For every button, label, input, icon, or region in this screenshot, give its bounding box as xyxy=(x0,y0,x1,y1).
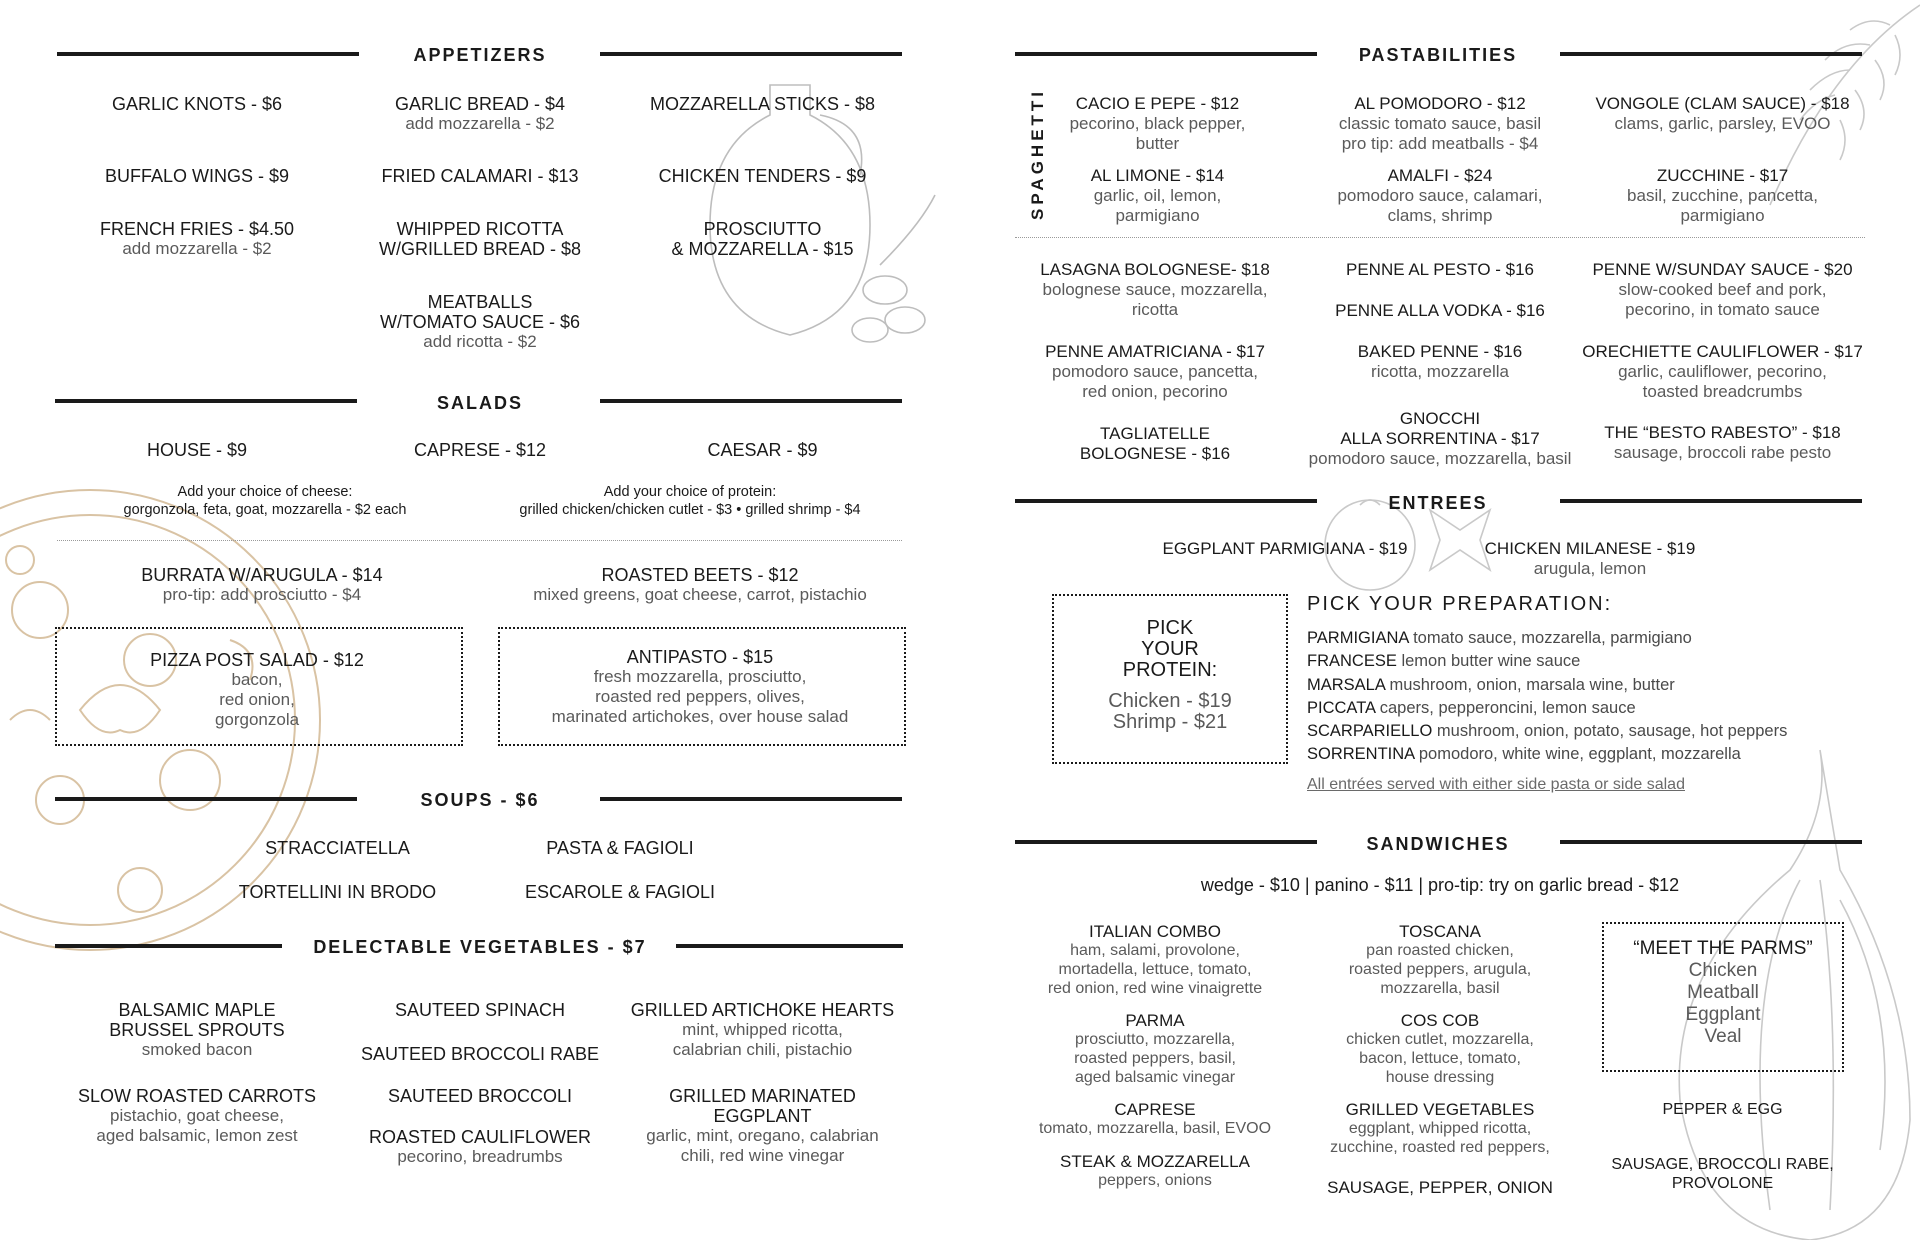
menu-item: FRENCH FRIES - $4.50 add mozzarella - $2 xyxy=(99,219,295,258)
menu-item: THE “BESTO RABESTO” - $18 sausage, broccoli rabe pesto xyxy=(1604,423,1841,462)
menu-item: ITALIAN COMBO ham, salami, provolone, mortadella, lettuce, tomato, red onion, red wine vinaigrette xyxy=(1047,922,1263,997)
menu-item: CHICKEN MILANESE - $19 arugula, lemon xyxy=(1484,539,1696,578)
menu-item: MOZZARELLA STICKS - $8 xyxy=(649,94,876,114)
menu-item: PIZZA POST SALAD - $12 bacon, red onion, gorgonzola xyxy=(150,650,364,729)
protein-note: Add your choice of protein: grilled chicken/chicken cutlet - $3 • grilled shrimp - $4 xyxy=(519,484,861,518)
menu-item: PENNE ALLA VODKA - $16 xyxy=(1335,301,1545,320)
menu-item: AMALFI - $24 pomodoro sauce, calamari, clams, shrimp xyxy=(1337,166,1543,225)
menu-item: CAESAR - $9 xyxy=(707,440,818,460)
menu-item: ROASTED CAULIFLOWER pecorino, breadrumbs xyxy=(368,1127,592,1166)
menu-item: PENNE W/SUNDAY SAUCE - $20 slow-cooked beef and pork, pecorino, in tomato sauce xyxy=(1592,260,1853,319)
divider xyxy=(57,540,902,541)
menu-item: GARLIC KNOTS - $6 xyxy=(111,94,283,114)
preparation-item: SCARPARIELLO mushroom, onion, potato, sausage, hot peppers xyxy=(1307,722,1788,740)
vegetables-heading: DELECTABLE VEGETABLES - $7 xyxy=(313,937,647,957)
sandwich-pricing: wedge - $10 | panino - $11 | pro-tip: try on garlic bread - $12 xyxy=(1200,875,1680,895)
menu-item: MEATBALLS W/TOMATO SAUCE - $6 add ricotta - $2 xyxy=(379,292,581,351)
menu-item: COS COB chicken cutlet, mozzarella, bacon, lettuce, tomato, house dressing xyxy=(1346,1011,1534,1086)
preparation-item: MARSALA mushroom, onion, marsala wine, butter xyxy=(1307,676,1675,694)
menu-item: ZUCCHINE - $17 basil, zucchine, pancetta, parmigiano xyxy=(1627,166,1818,225)
menu-item: TAGLIATELLE BOLOGNESE - $16 xyxy=(1079,424,1231,463)
menu-item: GRILLED MARINATED EGGPLANT garlic, mint, oregano, calabrian chili, red wine vinegar xyxy=(646,1086,879,1165)
menu-item: GNOCCHI ALLA SORRENTINA - $17 pomodoro sauce, mozzarella, basil xyxy=(1308,409,1572,468)
menu-item: ORECHIETTE CAULIFLOWER - $17 garlic, cauliflower, pecorino, toasted breadcrumbs xyxy=(1582,342,1863,401)
menu-item: ESCAROLE & FAGIOLI xyxy=(524,882,716,902)
salads-heading: SALADS xyxy=(436,393,523,413)
menu-item: CAPRESE tomato, mozzarella, basil, EVOO xyxy=(1038,1100,1272,1137)
menu-item: PARMA prosciutto, mozzarella, roasted peppers, basil, aged balsamic vinegar xyxy=(1074,1011,1236,1086)
menu-item: AL LIMONE - $14 garlic, oil, lemon, parmigiano xyxy=(1090,166,1225,225)
appetizers-heading: APPETIZERS xyxy=(413,45,547,65)
oil-bottle-sketch-icon xyxy=(700,75,940,355)
menu-item: PENNE AL PESTO - $16 xyxy=(1345,260,1535,279)
menu-item: PENNE AMATRICIANA - $17 pomodoro sauce, pancetta, red onion, pecorino xyxy=(1045,342,1265,401)
menu-item: GRILLED ARTICHOKE HEARTS mint, whipped ricotta, calabrian chili, pistachio xyxy=(630,1000,895,1059)
meet-the-parms-text: “MEET THE PARMS” Chicken Meatball Eggplant Veal xyxy=(1633,938,1813,1047)
pick-preparation-heading: PICK YOUR PREPARATION: xyxy=(1307,593,1613,615)
menu-item: BAKED PENNE - $16 ricotta, mozzarella xyxy=(1357,342,1523,381)
entrees-heading: ENTREES xyxy=(1388,493,1488,513)
menu-item: CACIO E PEPE - $12 pecorino, black pepper, butter xyxy=(1069,94,1246,153)
menu-item: PASTA & FAGIOLI xyxy=(546,838,694,858)
menu-item: LASAGNA BOLOGNESE- $18 bolognese sauce, mozzarella, ricotta xyxy=(1040,260,1270,319)
menu-item: PEPPER & EGG xyxy=(1662,1101,1783,1118)
menu-item: GARLIC BREAD - $4 add mozzarella - $2 xyxy=(394,94,566,133)
menu-item: WHIPPED RICOTTA W/GRILLED BREAD - $8 xyxy=(378,219,582,259)
menu-item: ANTIPASTO - $15 fresh mozzarella, prosciutto, roasted red peppers, olives, marinated artichokes, over house salad xyxy=(551,647,849,726)
menu-item: BUFFALO WINGS - $9 xyxy=(104,166,290,186)
menu-item: GRILLED VEGETABLES eggplant, whipped ricotta, zucchine, roasted red peppers, xyxy=(1330,1100,1550,1156)
menu-item: SAUTEED SPINACH xyxy=(394,1000,566,1020)
preparation-item: FRANCESE lemon butter wine sauce xyxy=(1307,652,1581,670)
menu-item: TOSCANA pan roasted chicken, roasted peppers, arugula, mozzarella, basil xyxy=(1348,922,1532,997)
preparation-item: PARMIGIANA tomato sauce, mozzarella, parmigiano xyxy=(1307,629,1692,647)
divider xyxy=(1015,237,1865,238)
menu-item: CAPRESE - $12 xyxy=(413,440,547,460)
cheese-note: Add your choice of cheese: gorgonzola, feta, goat, mozzarella - $2 each xyxy=(123,484,407,518)
soups-heading: SOUPS - $6 xyxy=(420,790,540,810)
menu-item: ROASTED BEETS - $12 mixed greens, goat cheese, carrot, pistachio xyxy=(533,565,867,604)
menu-item: SAUSAGE, PEPPER, ONION xyxy=(1327,1178,1553,1197)
sandwiches-heading: SANDWICHES xyxy=(1366,834,1510,854)
menu-item: SAUTEED BROCCOLI RABE xyxy=(360,1044,600,1064)
menu-item: SLOW ROASTED CARROTS pistachio, goat cheese, aged balsamic, lemon zest xyxy=(77,1086,317,1145)
entrees-footnote: All entrées served with either side pasta or side salad xyxy=(1307,776,1685,793)
menu-item: BALSAMIC MAPLE BRUSSEL SPROUTS smoked bacon xyxy=(109,1000,285,1059)
preparation-item: SORRENTINA pomodoro, white wine, eggplant, mozzarella xyxy=(1307,745,1741,763)
menu-item: PROSCIUTTO & MOZZARELLA - $15 xyxy=(671,219,854,259)
menu-item: STRACCIATELLA xyxy=(265,838,410,858)
menu-item: SAUTEED BROCCOLI xyxy=(387,1086,573,1106)
menu-item: EGGPLANT PARMIGIANA - $19 xyxy=(1162,539,1408,558)
spaghetti-side-label: SPAGHETTI xyxy=(1028,87,1047,220)
menu-item: HOUSE - $9 xyxy=(146,440,248,460)
pastabilities-heading: PASTABILITIES xyxy=(1358,45,1518,65)
menu-item: TORTELLINI IN BRODO xyxy=(238,882,437,902)
menu-item: SAUSAGE, BROCCOLI RABE, PROVOLONE xyxy=(1611,1156,1834,1192)
menu-item: STEAK & MOZZARELLA peppers, onions xyxy=(1060,1152,1250,1189)
pick-protein-text: PICK YOUR PROTEIN: Chicken - $19 Shrimp - $21 xyxy=(1108,617,1232,733)
preparation-item: PICCATA capers, pepperoncini, lemon sauce xyxy=(1307,699,1636,717)
menu-item: CHICKEN TENDERS - $9 xyxy=(658,166,867,186)
menu-item: AL POMODORO - $12 classic tomato sauce, basil pro tip: add meatballs - $4 xyxy=(1338,94,1542,153)
menu-item: VONGOLE (CLAM SAUCE) - $18 clams, garlic, parsley, EVOO xyxy=(1595,94,1850,133)
menu-item: BURRATA W/ARUGULA - $14 pro-tip: add prosciutto - $4 xyxy=(141,565,383,604)
menu-item: FRIED CALAMARI - $13 xyxy=(381,166,579,186)
